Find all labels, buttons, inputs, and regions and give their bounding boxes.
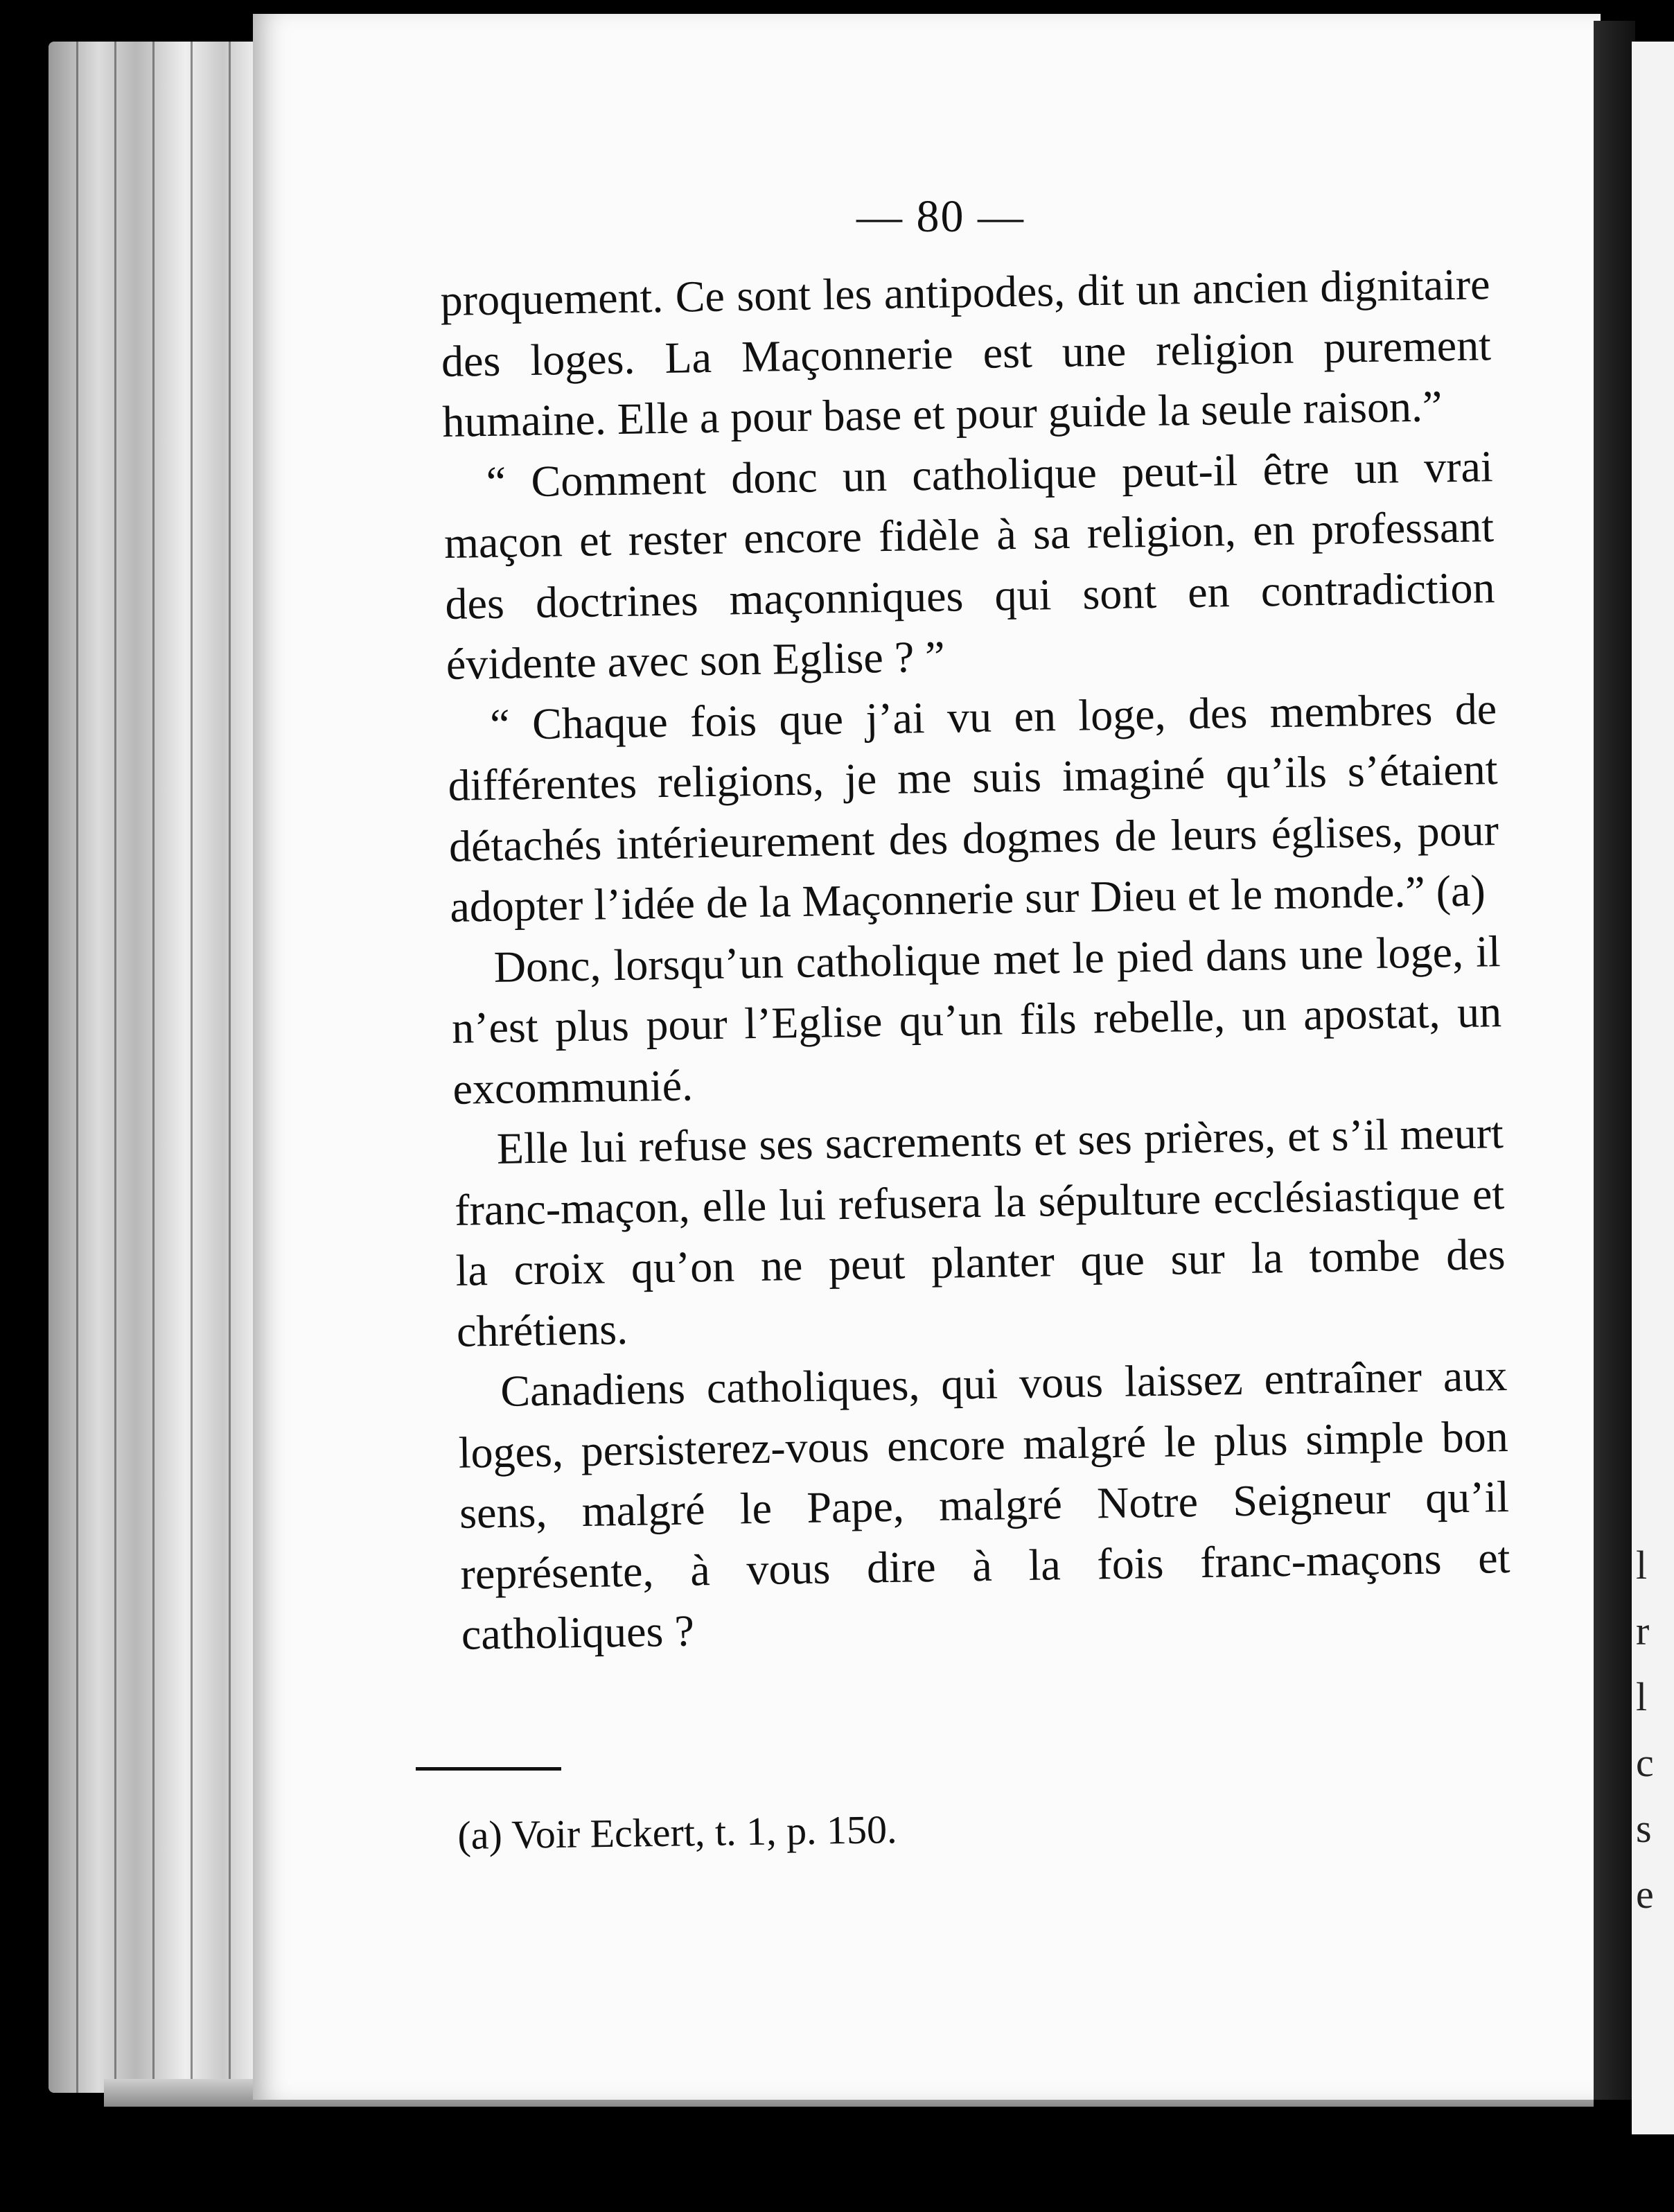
next-page-letter: c <box>1636 1740 1654 1785</box>
footnote: (a) Voir Eckert, t. 1, p. 150. <box>457 1807 897 1858</box>
next-page-letter: e <box>1636 1872 1654 1917</box>
book-page <box>253 14 1601 2100</box>
next-page-letter: s <box>1636 1806 1652 1851</box>
next-page-edge <box>1632 42 1674 2134</box>
book-gutter <box>1594 21 1635 2100</box>
paragraph: Donc, lorsqu’un catholique met le pied dans une loge, il n’est plus pour l’Eglise qu’un fils rebelle, un apostat, un excommunié. <box>451 926 1502 1114</box>
next-page-letter: l <box>1636 1674 1648 1719</box>
paragraph: Elle lui refuse ses sacrements et ses prières, et s’il meurt franc-maçon, elle lui refusera la sépulture ecclésiastique et la croix qu’on ne peut planter que sur la tombe des chrétiens. <box>454 1108 1506 1356</box>
paragraph: Canadiens catholiques, qui vous laissez entraîner aux loges, persisterez-vous encore malgré le plus simple bon sens, malgré le Pape, malgré Notre Seigneur qu’il représente, à vous dire à la fois franc-maçons et catholiques ? <box>458 1351 1510 1659</box>
next-page-letter: r <box>1636 1608 1650 1653</box>
next-page-letter: l <box>1636 1543 1648 1588</box>
paragraph: “ Chaque fois que j’ai vu en loge, des membres de différentes religions, je me suis imaginé qu’ils s’étaient détachés intérieurement des dogmes de leurs églises, pour adopter l’idée de la Maçonnerie sur Dieu et le monde.” (a) <box>448 683 1499 931</box>
paragraph: proquement. Ce sont les antipodes, dit un ancien dignitaire des loges. La Maçonnerie est une religion purement humaine. Elle a pour base et pour guide la seule raison.” <box>440 259 1492 446</box>
page-number: — 80 — <box>856 191 1025 242</box>
body-text <box>440 254 1511 1665</box>
paragraph: “ Comment donc un catholique peut-il être un vrai maçon et rester encore fidèle à sa religion, en professant des doctrines maçonniques qui sont en contradiction évidente avec son Eglise ? ” <box>443 441 1495 689</box>
footnote-rule <box>416 1767 561 1771</box>
